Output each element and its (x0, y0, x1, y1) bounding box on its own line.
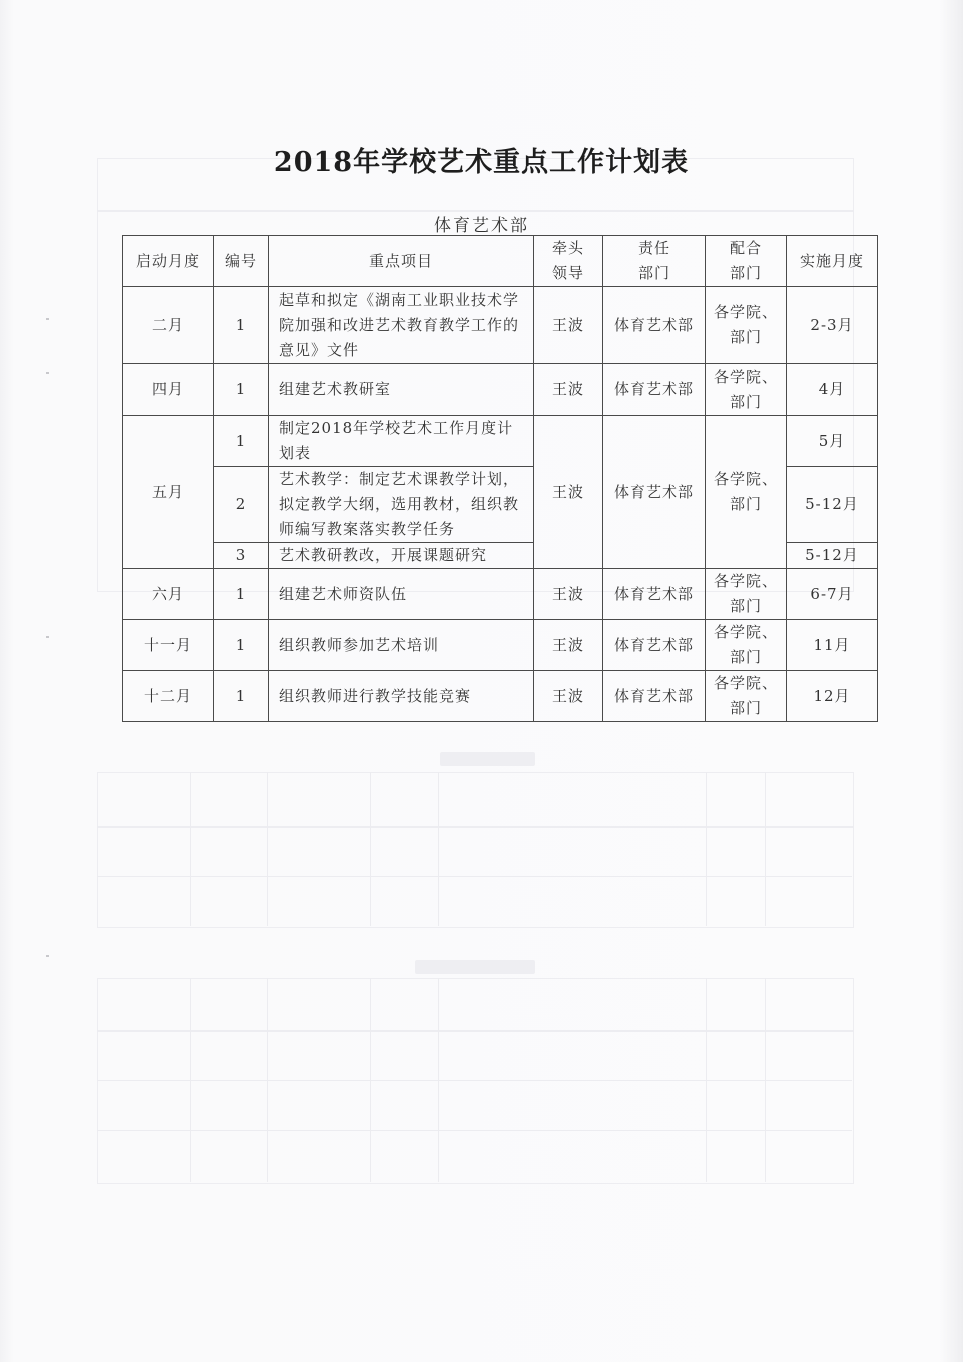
cell-key-item: 组织教师参加艺术培训 (269, 620, 534, 671)
cell-key-item: 起草和拟定《湖南工业职业技术学院加强和改进艺术教育教学工作的意见》文件 (269, 287, 534, 364)
cell-impl-month: 5月 (787, 416, 878, 467)
cell-number: 2 (214, 467, 269, 543)
header-start-month: 启动月度 (123, 236, 214, 287)
work-plan-table (122, 235, 878, 722)
table-header-row (123, 236, 878, 287)
cell-number: 1 (214, 416, 269, 467)
cell-key-item: 组建艺术教研室 (269, 364, 534, 416)
cell-start-month: 四月 (123, 364, 214, 416)
margin-mark (46, 372, 49, 374)
table-row (123, 287, 878, 364)
cell-impl-month: 2-3月 (787, 287, 878, 364)
cell-responsible: 体育艺术部 (603, 364, 706, 416)
cell-responsible: 体育艺术部 (603, 287, 706, 364)
document-title: 2018年学校艺术重点工作计划表 (273, 147, 690, 178)
table-row (123, 569, 878, 620)
cell-responsible: 体育艺术部 (603, 620, 706, 671)
cell-start-month: 十二月 (123, 671, 214, 722)
cell-cooperating: 各学院、部门 (706, 671, 787, 722)
header-cooperating (706, 236, 787, 287)
department-heading: 体育艺术部 (434, 216, 529, 236)
header-lead (534, 236, 603, 287)
header-responsible (603, 236, 706, 287)
cell-cooperating: 各学院、部门 (706, 620, 787, 671)
table-row (123, 364, 878, 416)
cell-number: 1 (214, 671, 269, 722)
cell-number: 3 (214, 543, 269, 569)
cell-cooperating: 各学院、部门 (706, 569, 787, 620)
table-row (123, 416, 878, 467)
cell-cooperating: 各学院、部门 (706, 364, 787, 416)
cell-key-item: 组织教师进行教学技能竞赛 (269, 671, 534, 722)
margin-mark (46, 955, 49, 957)
cell-number: 1 (214, 364, 269, 416)
cell-start-month: 二月 (123, 287, 214, 364)
header-key-item: 重点项目 (269, 236, 534, 287)
cell-responsible: 体育艺术部 (603, 416, 706, 569)
cell-number: 1 (214, 620, 269, 671)
table-row (123, 671, 878, 722)
cell-impl-month: 11月 (787, 620, 878, 671)
cell-impl-month: 4月 (787, 364, 878, 416)
cell-lead: 王波 (534, 364, 603, 416)
cell-number: 1 (214, 569, 269, 620)
cell-responsible: 体育艺术部 (603, 569, 706, 620)
margin-mark (46, 636, 49, 638)
cell-lead: 王波 (534, 416, 603, 569)
header-resp-line1: 责任 (637, 239, 670, 257)
header-coop-line2: 部门 (729, 264, 762, 282)
cell-impl-month: 6-7月 (787, 569, 878, 620)
cell-start-month: 六月 (123, 569, 214, 620)
cell-cooperating: 各学院、部门 (706, 287, 787, 364)
header-number: 编号 (214, 236, 269, 287)
cell-lead: 王波 (534, 569, 603, 620)
header-lead-line2: 领导 (551, 264, 584, 282)
margin-mark (46, 318, 49, 320)
cell-key-item: 组建艺术师资队伍 (269, 569, 534, 620)
header-impl-month: 实施月度 (787, 236, 878, 287)
cell-lead: 王波 (534, 287, 603, 364)
cell-impl-month: 5-12月 (787, 543, 878, 569)
cell-key-item: 艺术教研教改，开展课题研究 (269, 543, 534, 569)
header-lead-line1: 牵头 (551, 239, 584, 257)
cell-start-month: 五月 (123, 416, 214, 569)
cell-start-month: 十一月 (123, 620, 214, 671)
cell-key-item: 制定2018年学校艺术工作月度计划表 (269, 416, 534, 467)
cell-lead: 王波 (534, 671, 603, 722)
cell-impl-month: 12月 (787, 671, 878, 722)
table-row (123, 620, 878, 671)
cell-number: 1 (214, 287, 269, 364)
cell-lead: 王波 (534, 620, 603, 671)
cell-impl-month: 5-12月 (787, 467, 878, 543)
header-resp-line2: 部门 (637, 264, 670, 282)
header-coop-line1: 配合 (729, 239, 762, 257)
cell-responsible: 体育艺术部 (603, 671, 706, 722)
cell-key-item: 艺术教学：制定艺术课教学计划，拟定教学大纲，选用教材，组织教师编写教案落实教学任务 (269, 467, 534, 543)
cell-cooperating: 各学院、部门 (706, 416, 787, 569)
